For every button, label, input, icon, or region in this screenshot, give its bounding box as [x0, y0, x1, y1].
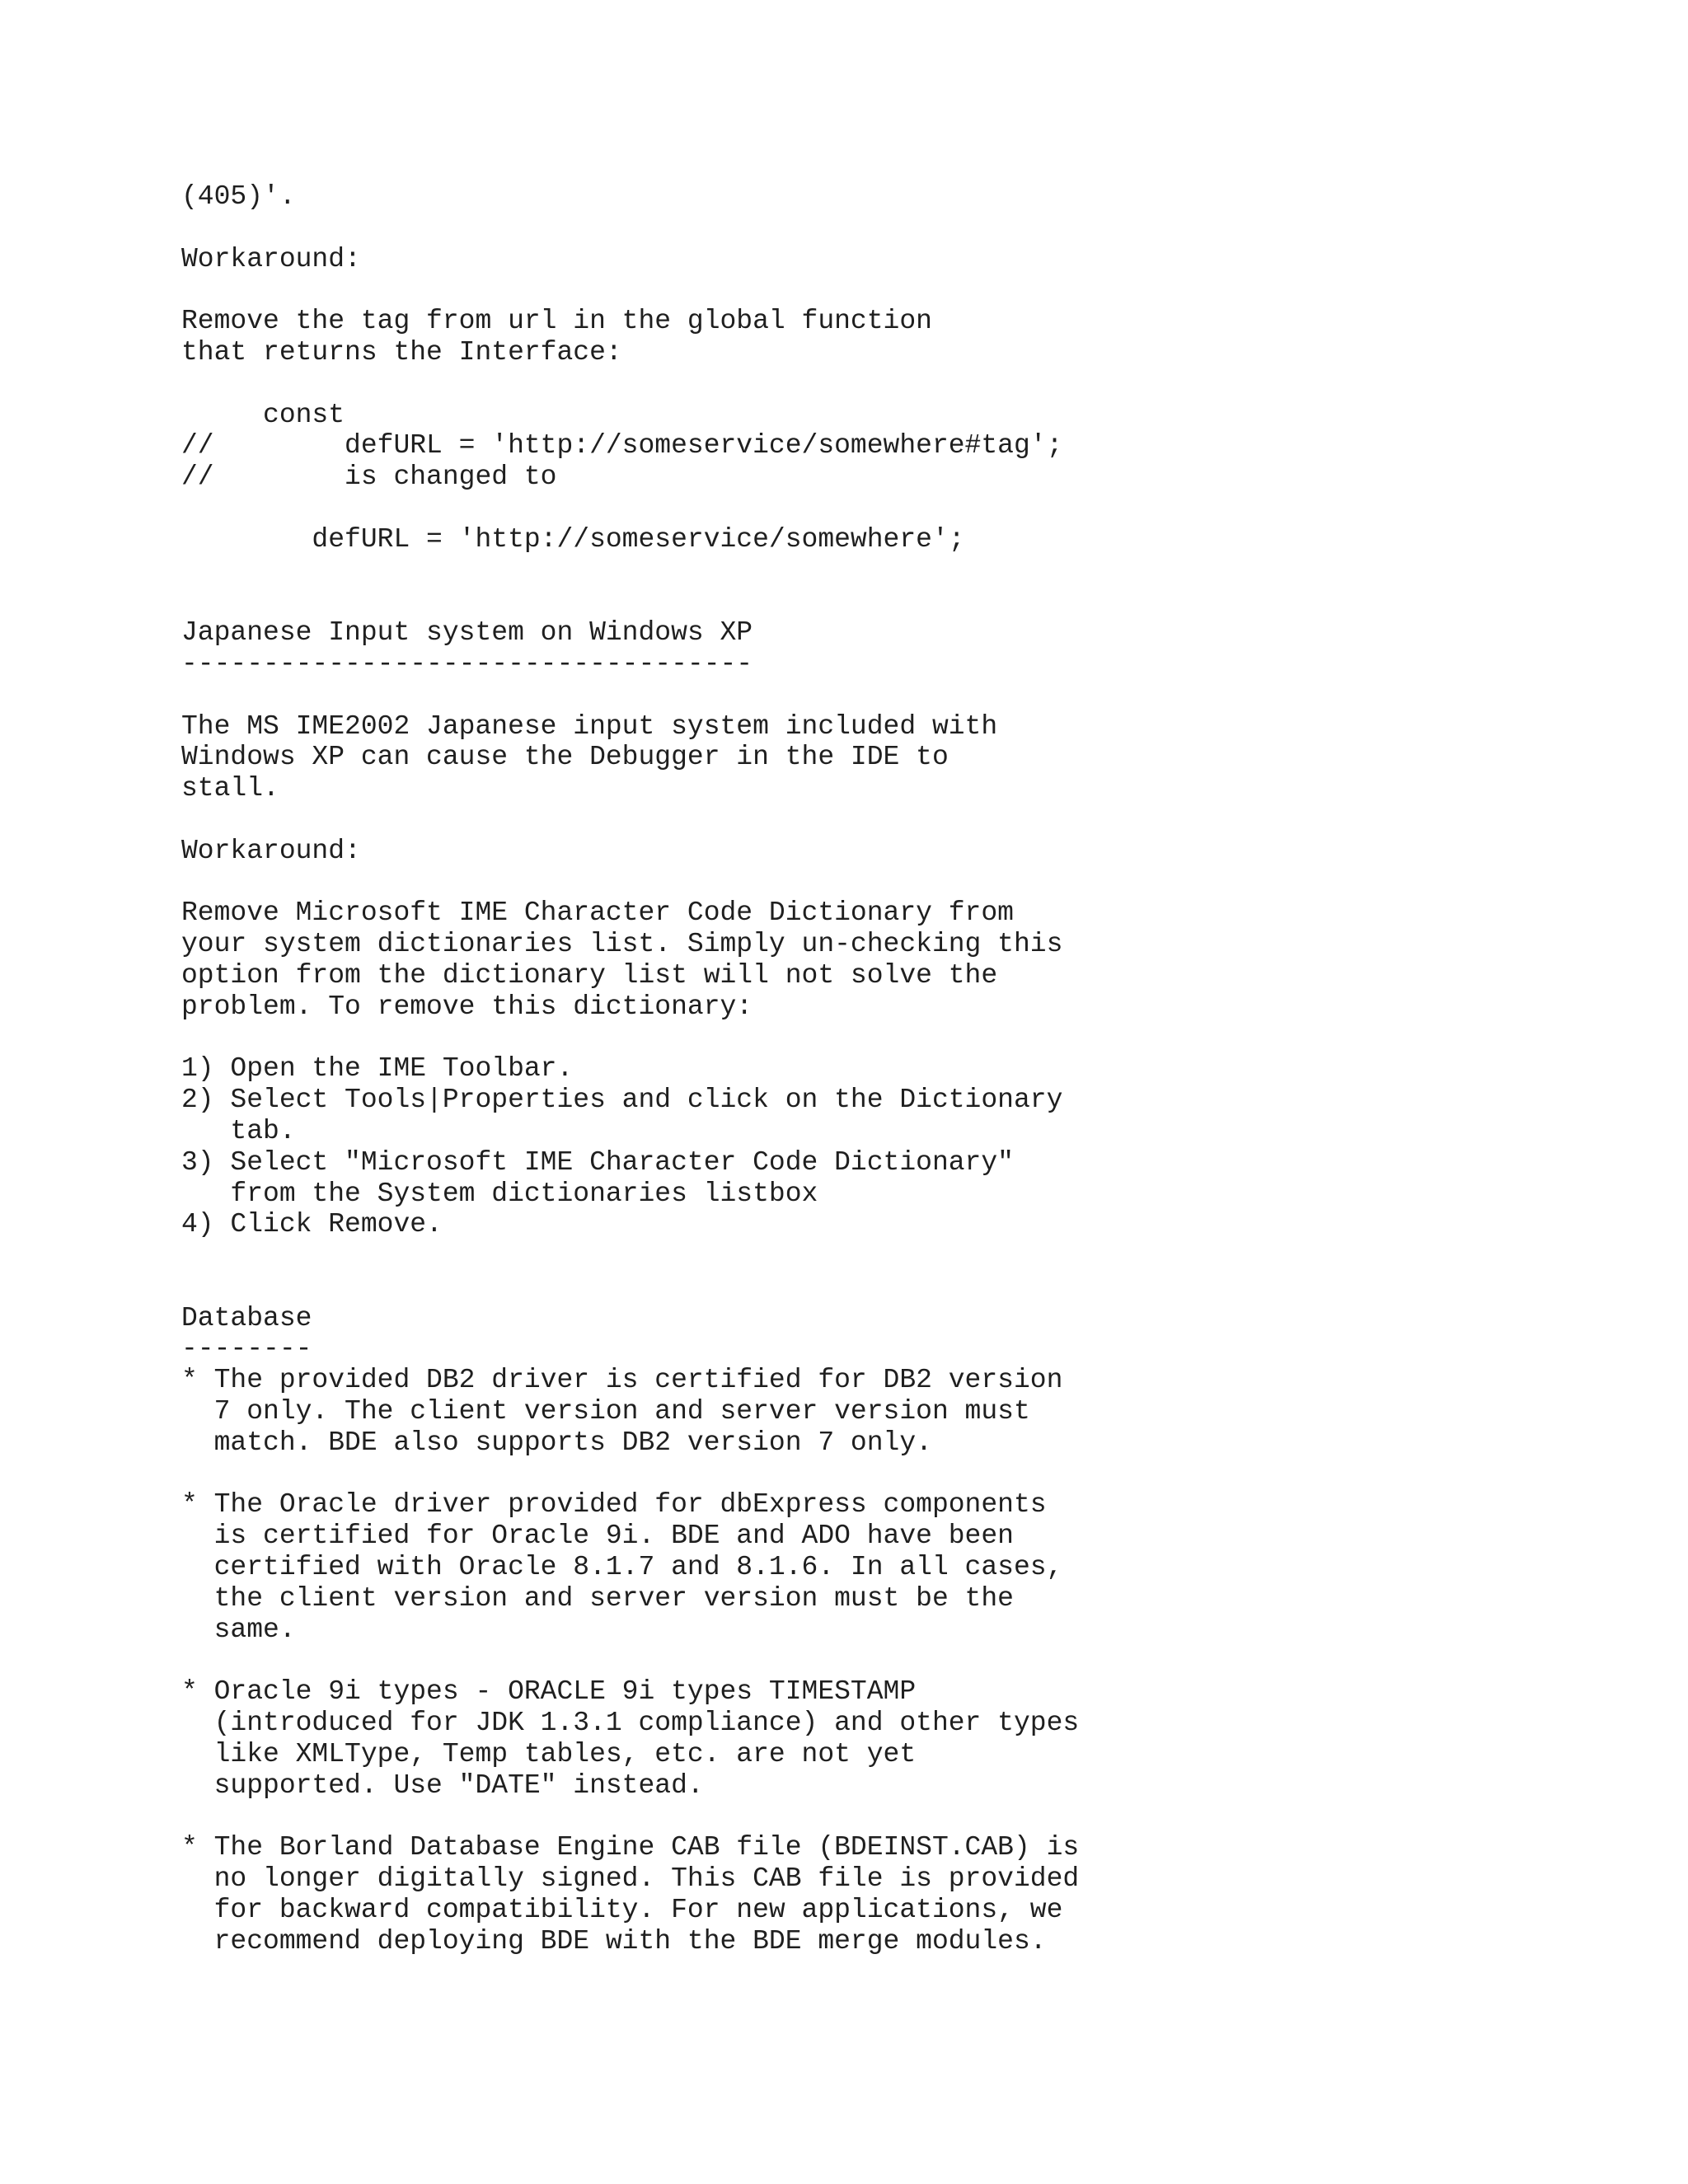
blank-line [181, 1459, 1500, 1490]
workaround-heading: Workaround: [181, 835, 361, 866]
section-heading: Japanese Input system on Windows XP [181, 617, 753, 649]
blank-line [181, 586, 1500, 617]
bullet-item: * Oracle 9i types - ORACLE 9i types TIMESTAMP [181, 1676, 917, 1708]
blank-line [181, 274, 1500, 306]
bullet-item-continued: supported. Use "DATE" instead. [181, 1769, 704, 1801]
text-line: The MS IME2002 Japanese input system included with [181, 710, 998, 742]
heading-underline: ----------------------------------- [181, 648, 753, 679]
bullet-item-continued: no longer digitally signed. This CAB file is provided [181, 1863, 1080, 1895]
bullet-item-continued: (introduced for JDK 1.3.1 compliance) and other types [181, 1708, 1080, 1739]
code-line: // defURL = 'http://someservice/somewhere#tag'; [181, 430, 1063, 462]
text-line: stall. [181, 773, 279, 804]
blank-line [181, 493, 1500, 524]
text-line: that returns the Interface: [181, 336, 622, 368]
bullet-item-continued: the client version and server version must be the [181, 1582, 1014, 1614]
text-line: problem. To remove this dictionary: [181, 991, 753, 1022]
bullet-item-continued: 7 only. The client version and server version must [181, 1396, 1030, 1427]
text-line: your system dictionaries list. Simply un-checking this [181, 929, 1063, 960]
blank-line [181, 1240, 1500, 1272]
step-item-continued: tab. [181, 1115, 296, 1146]
step-item: 4) Click Remove. [181, 1209, 443, 1240]
text-line: Remove Microsoft IME Character Code Dictionary from [181, 898, 1014, 929]
text-line: option from the dictionary list will not solve the [181, 959, 998, 991]
text-line: Remove the tag from url in the global function [181, 306, 932, 337]
step-item: 2) Select Tools|Properties and click on the Dictionary [181, 1085, 1063, 1116]
step-item: 3) Select "Microsoft IME Character Code Dictionary" [181, 1146, 1014, 1178]
blank-line [181, 1645, 1500, 1676]
workaround-heading: Workaround: [181, 243, 361, 274]
bullet-item: * The Borland Database Engine CAB file (BDEINST.CAB) is [181, 1832, 1080, 1863]
bullet-item: * The provided DB2 driver is certified for DB2 version [181, 1365, 1063, 1396]
blank-line [181, 680, 1500, 711]
document-page [181, 181, 1500, 1957]
blank-line [181, 1023, 1500, 1054]
bullet-item-continued: is certified for Oracle 9i. BDE and ADO have been [181, 1521, 1014, 1552]
blank-line [181, 804, 1500, 836]
blank-line [181, 1272, 1500, 1303]
bullet-item-continued: match. BDE also supports DB2 version 7 only. [181, 1427, 932, 1458]
bullet-item-continued: certified with Oracle 8.1.7 and 8.1.6. In all cases, [181, 1552, 1063, 1583]
code-line: defURL = 'http://someservice/somewhere'; [181, 523, 965, 555]
bullet-item-continued: like XMLType, Temp tables, etc. are not yet [181, 1738, 917, 1769]
blank-line [181, 1801, 1500, 1832]
bullet-item-continued: for backward compatibility. For new applications, we [181, 1894, 1063, 1925]
code-line: // is changed to [181, 462, 557, 493]
section-heading: Database [181, 1302, 312, 1333]
text-line: (405)'. [181, 181, 296, 212]
heading-underline: -------- [181, 1333, 312, 1365]
bullet-item: * The Oracle driver provided for dbExpress components [181, 1489, 1047, 1521]
blank-line [181, 368, 1500, 400]
step-item-continued: from the System dictionaries listbox [181, 1178, 818, 1209]
text-line: Windows XP can cause the Debugger in the IDE to [181, 742, 949, 773]
code-line: const [181, 399, 345, 430]
blank-line [181, 555, 1500, 587]
blank-line [181, 867, 1500, 898]
blank-line [181, 213, 1500, 244]
step-item: 1) Open the IME Toolbar. [181, 1053, 574, 1085]
bullet-item-continued: recommend deploying BDE with the BDE merge modules. [181, 1925, 1047, 1957]
bullet-item-continued: same. [181, 1614, 296, 1645]
